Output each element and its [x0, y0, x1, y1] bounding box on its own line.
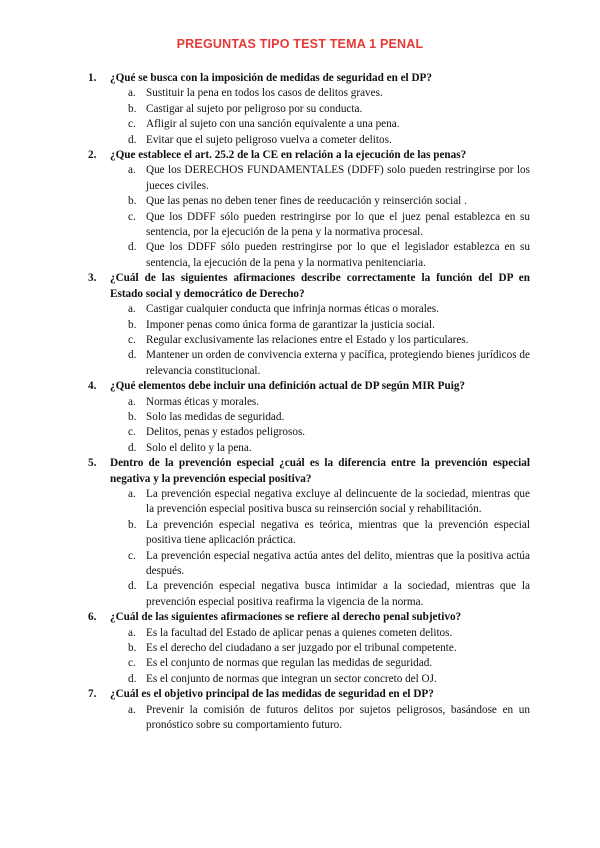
option-d	[128, 672, 530, 687]
option-letter: a.	[128, 87, 136, 100]
option-text: Que los DDFF sólo pueden restringirse por lo que el legislador establezca en su sentencia, la ejecución de la pena y la normativa penitenciaria.	[146, 241, 530, 269]
option-b	[128, 410, 530, 425]
page-title: PREGUNTAS TIPO TEST TEMA 1 PENAL	[176, 37, 424, 51]
question-heading	[88, 687, 530, 702]
option-d	[128, 240, 530, 271]
option-text: Es el conjunto de normas que integran un sector concreto del OJ.	[146, 672, 437, 685]
option-letter: b.	[128, 642, 137, 655]
question-heading	[88, 71, 530, 86]
question-text: ¿Cuál de las siguientes afirmaciones se refiere al derecho penal subjetivo?	[110, 611, 462, 624]
option-text: La prevención especial negativa es teórica, mientras que la prevención especial positiva tiene aplicación práctica.	[146, 518, 530, 547]
option-c	[128, 210, 530, 241]
option-d	[128, 441, 530, 456]
option-letter: c.	[128, 210, 136, 223]
question-number: 6.	[88, 611, 97, 624]
option-text: Solo el delito y la pena.	[146, 441, 252, 454]
question-heading	[88, 610, 530, 625]
option-a	[128, 302, 530, 317]
option-text: Mantener un orden de convivencia externa y pacífica, protegiendo bienes jurídicos de relevancia constitucional.	[146, 349, 530, 377]
question-number: 1.	[88, 72, 97, 84]
option-letter: d.	[128, 133, 137, 146]
option-d	[128, 348, 530, 379]
option-text: La prevención especial negativa excluye al delincuente de la sociedad, mientras que la prevención especial positiva busca su reinserción social y rehabilitación.	[146, 487, 530, 516]
option-text: Que los DERECHOS FUNDAMENTALES (DDFF) solo pueden restringirse por los jueces civiles.	[146, 164, 530, 192]
option-letter: c.	[128, 657, 136, 670]
question-number: 2.	[88, 149, 97, 162]
question-number: 5.	[88, 457, 97, 470]
option-text: Es la facultad del Estado de aplicar penas a quienes cometen delitos.	[146, 626, 453, 639]
question-6	[88, 610, 530, 687]
question-number: 7.	[88, 688, 97, 701]
question-5	[88, 456, 530, 610]
option-letter: b.	[128, 518, 137, 531]
option-c	[128, 425, 530, 440]
option-text: Castigar al sujeto por peligroso por su conducta.	[146, 102, 363, 115]
question-heading	[88, 271, 530, 302]
option-letter: a.	[128, 626, 136, 639]
option-letter: d.	[128, 241, 137, 254]
option-letter: a.	[128, 303, 136, 316]
option-text: Que las penas no deben tener fines de reeducación y reinserción social .	[146, 195, 467, 208]
option-a	[128, 86, 530, 101]
question-text: ¿Qué se busca con la imposición de medidas de seguridad en el DP?	[110, 72, 432, 84]
option-letter: d.	[128, 441, 137, 454]
option-text: Que los DDFF sólo pueden restringirse por lo que el juez penal establezca en su sentencia, por la ejecución de la pena y la normativa procesal.	[146, 210, 530, 239]
option-text: Es el conjunto de normas que regulan las medidas de seguridad.	[146, 657, 433, 670]
question-4	[88, 379, 530, 456]
option-text: Evitar que el sujeto peligroso vuelva a cometer delitos.	[146, 133, 392, 146]
option-d	[128, 133, 530, 148]
question-text: ¿Cuál es el objetivo principal de las medidas de seguridad en el DP?	[110, 688, 434, 701]
question-list	[88, 71, 530, 733]
option-letter: b.	[128, 318, 137, 331]
option-text: Solo las medidas de seguridad.	[146, 410, 285, 423]
option-letter: b.	[128, 410, 137, 423]
question-text: ¿Qué elementos debe incluir una definición actual de DP según MIR Puig?	[110, 380, 466, 393]
question-number: 4.	[88, 380, 97, 393]
option-a	[128, 626, 530, 641]
question-heading	[88, 148, 530, 163]
option-text: Castigar cualquier conducta que infrinja normas éticas o morales.	[146, 303, 439, 316]
question-text: ¿Cuál de las siguientes afirmaciones describe correctamente la función del DP en Estado social y democrático de Derecho?	[110, 272, 530, 300]
option-letter: c.	[128, 549, 136, 562]
option-c	[128, 117, 530, 132]
option-letter: d.	[128, 580, 137, 593]
option-text: Delitos, penas y estados peligrosos.	[146, 426, 306, 439]
option-letter: d.	[128, 349, 137, 362]
option-text: La prevención especial negativa busca intimidar a la sociedad, mientras que la prevención especial positiva reafirma la vigencia de la norma.	[146, 580, 530, 608]
option-a	[128, 395, 530, 410]
option-text: La prevención especial negativa actúa antes del delito, mientras que la positiva actúa después.	[146, 549, 530, 577]
question-number: 3.	[88, 272, 97, 285]
option-b	[128, 194, 530, 209]
question-1	[88, 71, 530, 148]
option-b	[128, 641, 530, 656]
question-7	[88, 687, 530, 733]
option-b	[128, 518, 530, 549]
option-letter: d.	[128, 672, 137, 685]
question-text: Dentro de la prevención especial ¿cuál es la diferencia entre la prevención especial negativa y la prevención especial positiva?	[110, 457, 530, 485]
option-letter: a.	[128, 164, 136, 177]
option-letter: b.	[128, 195, 137, 208]
question-3	[88, 271, 530, 379]
option-text: Afligir al sujeto con una sanción equivalente a una pena.	[146, 118, 400, 131]
option-letter: a.	[128, 395, 136, 408]
option-text: Prevenir la comisión de futuros delitos por sujetos peligrosos, basándose en un pronóstico sobre su comportamiento futuro.	[146, 703, 530, 732]
question-text: ¿Que establece el art. 25.2 de la CE en relación a la ejecución de las penas?	[110, 149, 467, 162]
option-a	[128, 703, 530, 734]
option-text: Normas éticas y morales.	[146, 395, 260, 408]
question-2	[88, 148, 530, 271]
option-letter: b.	[128, 102, 137, 115]
option-letter: a.	[128, 487, 136, 500]
option-c	[128, 549, 530, 580]
option-text: Regular exclusivamente las relaciones entre el Estado y los particulares.	[146, 333, 469, 346]
option-text: Imponer penas como única forma de garantizar la justicia social.	[146, 318, 435, 331]
option-text: Es el derecho del ciudadano a ser juzgado por el tribunal competente.	[146, 642, 457, 655]
option-letter: c.	[128, 333, 136, 346]
option-letter: a.	[128, 703, 136, 716]
option-letter: c.	[128, 426, 136, 439]
option-b	[128, 318, 530, 333]
option-a	[128, 487, 530, 518]
option-d	[128, 579, 530, 610]
option-b	[128, 102, 530, 117]
option-c	[128, 656, 530, 671]
question-heading	[88, 379, 530, 394]
option-text: Sustituir la pena en todos los casos de delitos graves.	[146, 87, 383, 100]
option-a	[128, 163, 530, 194]
question-heading	[88, 456, 530, 487]
option-letter: c.	[128, 118, 136, 131]
option-c	[128, 333, 530, 348]
